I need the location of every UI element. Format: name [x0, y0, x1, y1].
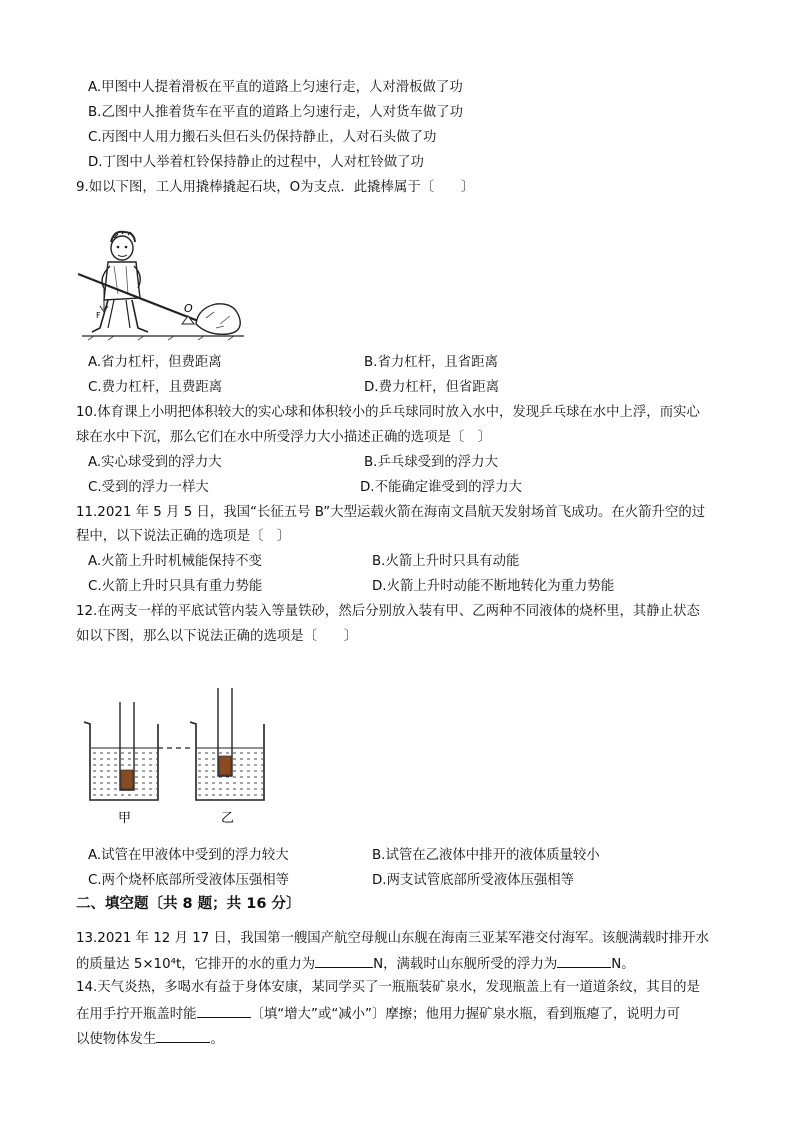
q10-option-a: A.实心球受到的浮力大: [88, 455, 222, 470]
q9-stem: 9.如以下图，工人用撬棒撬起石块，O为支点．此撬棒属于〔 〕: [76, 180, 475, 195]
q12-stem-line1: 12.在两支一样的平底试管内装入等量铁砂，然后分别放入装有甲、乙两种不同液体的烧杯里，其静止状态: [76, 604, 700, 619]
fulcrum-label: O: [184, 302, 193, 315]
q11-stem-line2: 程中，以下说法正确的选项是〔 〕: [76, 529, 291, 544]
q10-option-c: C.受到的浮力一样大: [88, 480, 209, 495]
force-label: F: [96, 311, 101, 320]
q14-text-d: 。: [210, 1032, 224, 1047]
q12-stem-line2: 如以下图，那么以下说法正确的选项是〔 〕: [76, 629, 358, 644]
q8-option-d: D.丁图中人举着杠铃保持静止的过程中，人对杠铃做了功: [88, 155, 424, 170]
q9-option-c: C.费力杠杆，且费距离: [88, 380, 223, 395]
q11-stem-line1: 11.2021 年 5 月 5 日，我国“长征五号 B”大型运载火箭在海南文昌航天发射场首飞成功。在火箭升空的过: [76, 505, 706, 520]
q12-option-c: C.两个烧杯底部所受液体压强相等: [88, 873, 290, 888]
q9-option-b: B.省力杠杆，且省距离: [364, 355, 498, 370]
q13-line2: [76, 953, 635, 975]
q8-option-c: C.丙图中人用力搬石头但石头仍保持静止，人对石头做了功: [88, 130, 437, 145]
q14-text-a: 在用手拧开瓶盖时能: [76, 1007, 197, 1022]
q13-blank-1[interactable]: [315, 953, 373, 968]
q11-option-c: C.火箭上升时只具有重力势能: [88, 579, 263, 594]
q13-text-c: N。: [611, 957, 635, 972]
q14-line1: 14.天气炎热，多喝水有益于身体安康，某同学买了一瓶瓶装矿泉水，发现瓶盖上有一道道条纹，其目的是: [76, 980, 700, 995]
q8-option-b: B.乙图中人推着货车在平直的道路上匀速行走，人对货车做了功: [88, 105, 463, 120]
q12-beaker-figure: [78, 684, 278, 830]
q9-option-a: A.省力杠杆，但费距离: [88, 355, 222, 370]
beaker-label-jia: 甲: [118, 811, 132, 826]
q9-crowbar-figure: [78, 228, 248, 346]
q10-option-b: B.乒乓球受到的浮力大: [364, 455, 498, 470]
q10-stem-line1: 10.体育课上小明把体积较大的实心球和体积较小的乒乓球同时放入水中，发现乒乓球在水中上浮，而实心: [76, 405, 700, 420]
q13-line1: 13.2021 年 12 月 17 日，我国第一艘国产航空母舰山东舰在海南三亚某军港交付海军。该舰满载时排开水: [76, 931, 709, 946]
q8-option-a: A.甲图中人提着滑板在平直的道路上匀速行走，人对滑板做了功: [88, 80, 463, 95]
q12-option-d: D.两支试管底部所受液体压强相等: [372, 873, 575, 888]
section-title-fill-blank: 二、填空题〔共 8 题；共 16 分〕: [76, 896, 301, 912]
q14-text-c: 以使物体发生: [76, 1032, 157, 1047]
q11-option-b: B.火箭上升时只具有动能: [372, 554, 520, 569]
q14-blank-2[interactable]: [156, 1028, 210, 1043]
q14-line3: [76, 1028, 224, 1050]
q11-option-d: D.火箭上升时动能不断地转化为重力势能: [372, 579, 615, 594]
q10-option-d: D.不能确定谁受到的浮力大: [360, 480, 522, 495]
q9-option-d: D.费力杠杆，但省距离: [364, 380, 500, 395]
beaker-label-yi: 乙: [221, 811, 235, 826]
q14-line2: [76, 1003, 680, 1025]
q13-text-a: 的质量达 5×10⁴t，它排开的水的重力为: [76, 957, 316, 972]
q13-blank-2[interactable]: [557, 953, 611, 968]
q14-blank-1[interactable]: [197, 1003, 251, 1018]
q14-text-b: 〔填“增大”或“减小”〕摩擦；他用力握矿泉水瓶，看到瓶瘪了，说明力可: [250, 1007, 680, 1022]
q13-text-b: N，满载时山东舰所受的浮力为: [373, 957, 558, 972]
q12-option-a: A.试管在甲液体中受到的浮力较大: [88, 848, 289, 863]
q11-option-a: A.火箭上升时机械能保持不变: [88, 554, 262, 569]
q12-option-b: B.试管在乙液体中排开的液体质量较小: [372, 848, 600, 863]
q10-stem-line2: 球在水中下沉，那么它们在水中所受浮力大小描述正确的选项是〔 〕: [76, 430, 492, 445]
